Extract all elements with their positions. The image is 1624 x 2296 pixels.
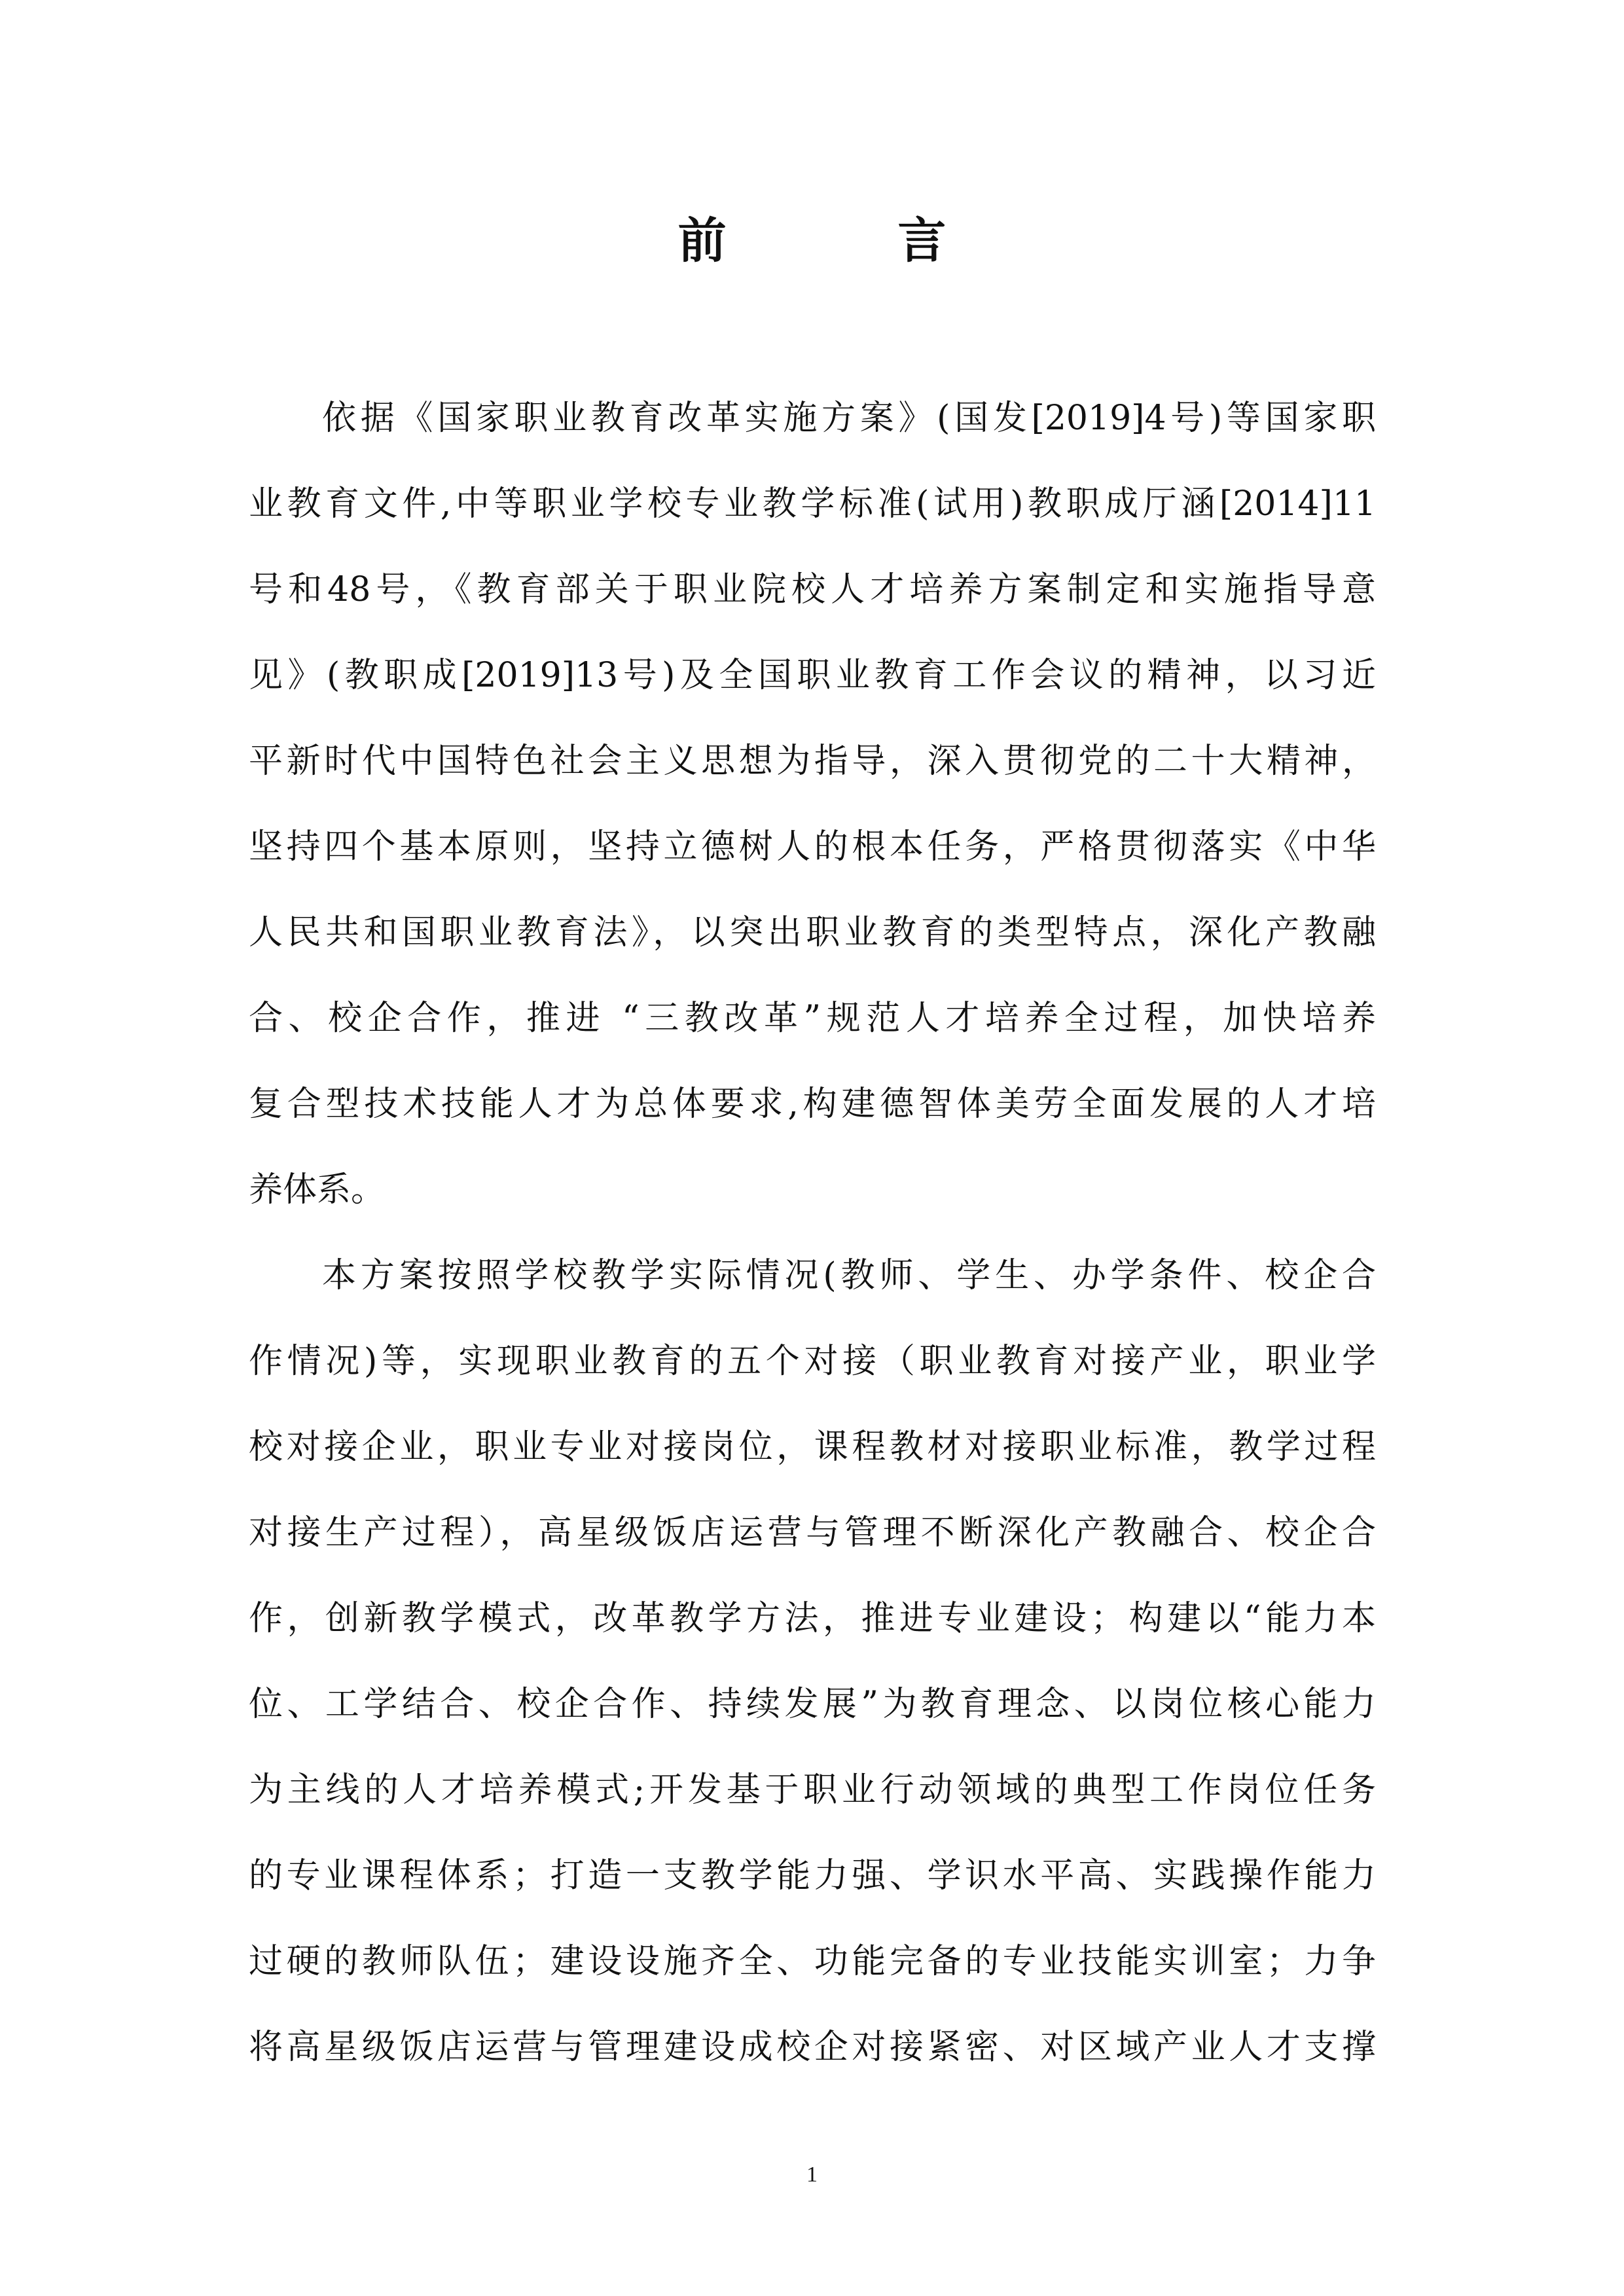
text-line: 养体系。 <box>249 1170 386 1210</box>
paragraph-2 <box>249 1233 1376 2090</box>
text-line: 号和48号，《教育部关于职业院校人才培养方案制定和实施指导意 <box>249 570 1376 609</box>
page-number: 1 <box>806 2162 818 2187</box>
text-line: 作，创新教学模式，改革教学方法，推进专业建设；构建以“能力本 <box>249 1599 1376 1638</box>
text-line: 对接生产过程），高星级饭店运营与管理不断深化产教融合、校企合 <box>249 1513 1376 1552</box>
text-line: 人民共和国职业教育法》，以突出职业教育的类型特点，深化产教融 <box>249 913 1376 952</box>
text-line: 复合型技术技能人才为总体要求,构建德智体美劳全面发展的人才培 <box>249 1085 1376 1124</box>
text-line: 业教育文件,中等职业学校专业教学标准(试用)教职成厅涵[2014]11 <box>249 484 1376 524</box>
text-line: 平新时代中国特色社会主义思想为指导，深入贯彻党的二十大精神， <box>249 742 1376 781</box>
text-line: 将高星级饭店运营与管理建设成校企对接紧密、对区域产业人才支撑 <box>249 2028 1376 2067</box>
text-line: 过硬的教师队伍；建设设施齐全、功能完备的专业技能实训室；力争 <box>249 1942 1376 1981</box>
text-line: 合、校企合作，推进 “三教改革”规范人才培养全过程，加快培养 <box>249 999 1376 1038</box>
text-line: 见》(教职成[2019]13号)及全国职业教育工作会议的精神，以习近 <box>249 656 1376 695</box>
text-line: 校对接企业，职业专业对接岗位，课程教材对接职业标准，教学过程 <box>249 1427 1376 1467</box>
text-line: 为主线的人才培养模式;开发基于职业行动领域的典型工作岗位任务 <box>249 1770 1376 1810</box>
text-line: 本方案按照学校教学实际情况(教师、学生、办学条件、校企合 <box>322 1256 1376 1295</box>
text-line: 依据《国家职业教育改革实施方案》(国发[2019]4号)等国家职 <box>322 399 1376 438</box>
paragraph-1 <box>249 376 1376 1233</box>
body-text <box>249 376 1376 2090</box>
text-line: 作情况)等，实现职业教育的五个对接（职业教育对接产业，职业学 <box>249 1342 1376 1381</box>
text-line: 的专业课程体系；打造一支教学能力强、学识水平高、实践操作能力 <box>249 1856 1376 1895</box>
page-title: 前 言 <box>677 213 1024 269</box>
text-line: 位、工学结合、校企合作、持续发展”为教育理念、以岗位核心能力 <box>249 1685 1376 1724</box>
text-line: 坚持四个基本原则，坚持立德树人的根本任务，严格贯彻落实《中华 <box>249 827 1376 867</box>
